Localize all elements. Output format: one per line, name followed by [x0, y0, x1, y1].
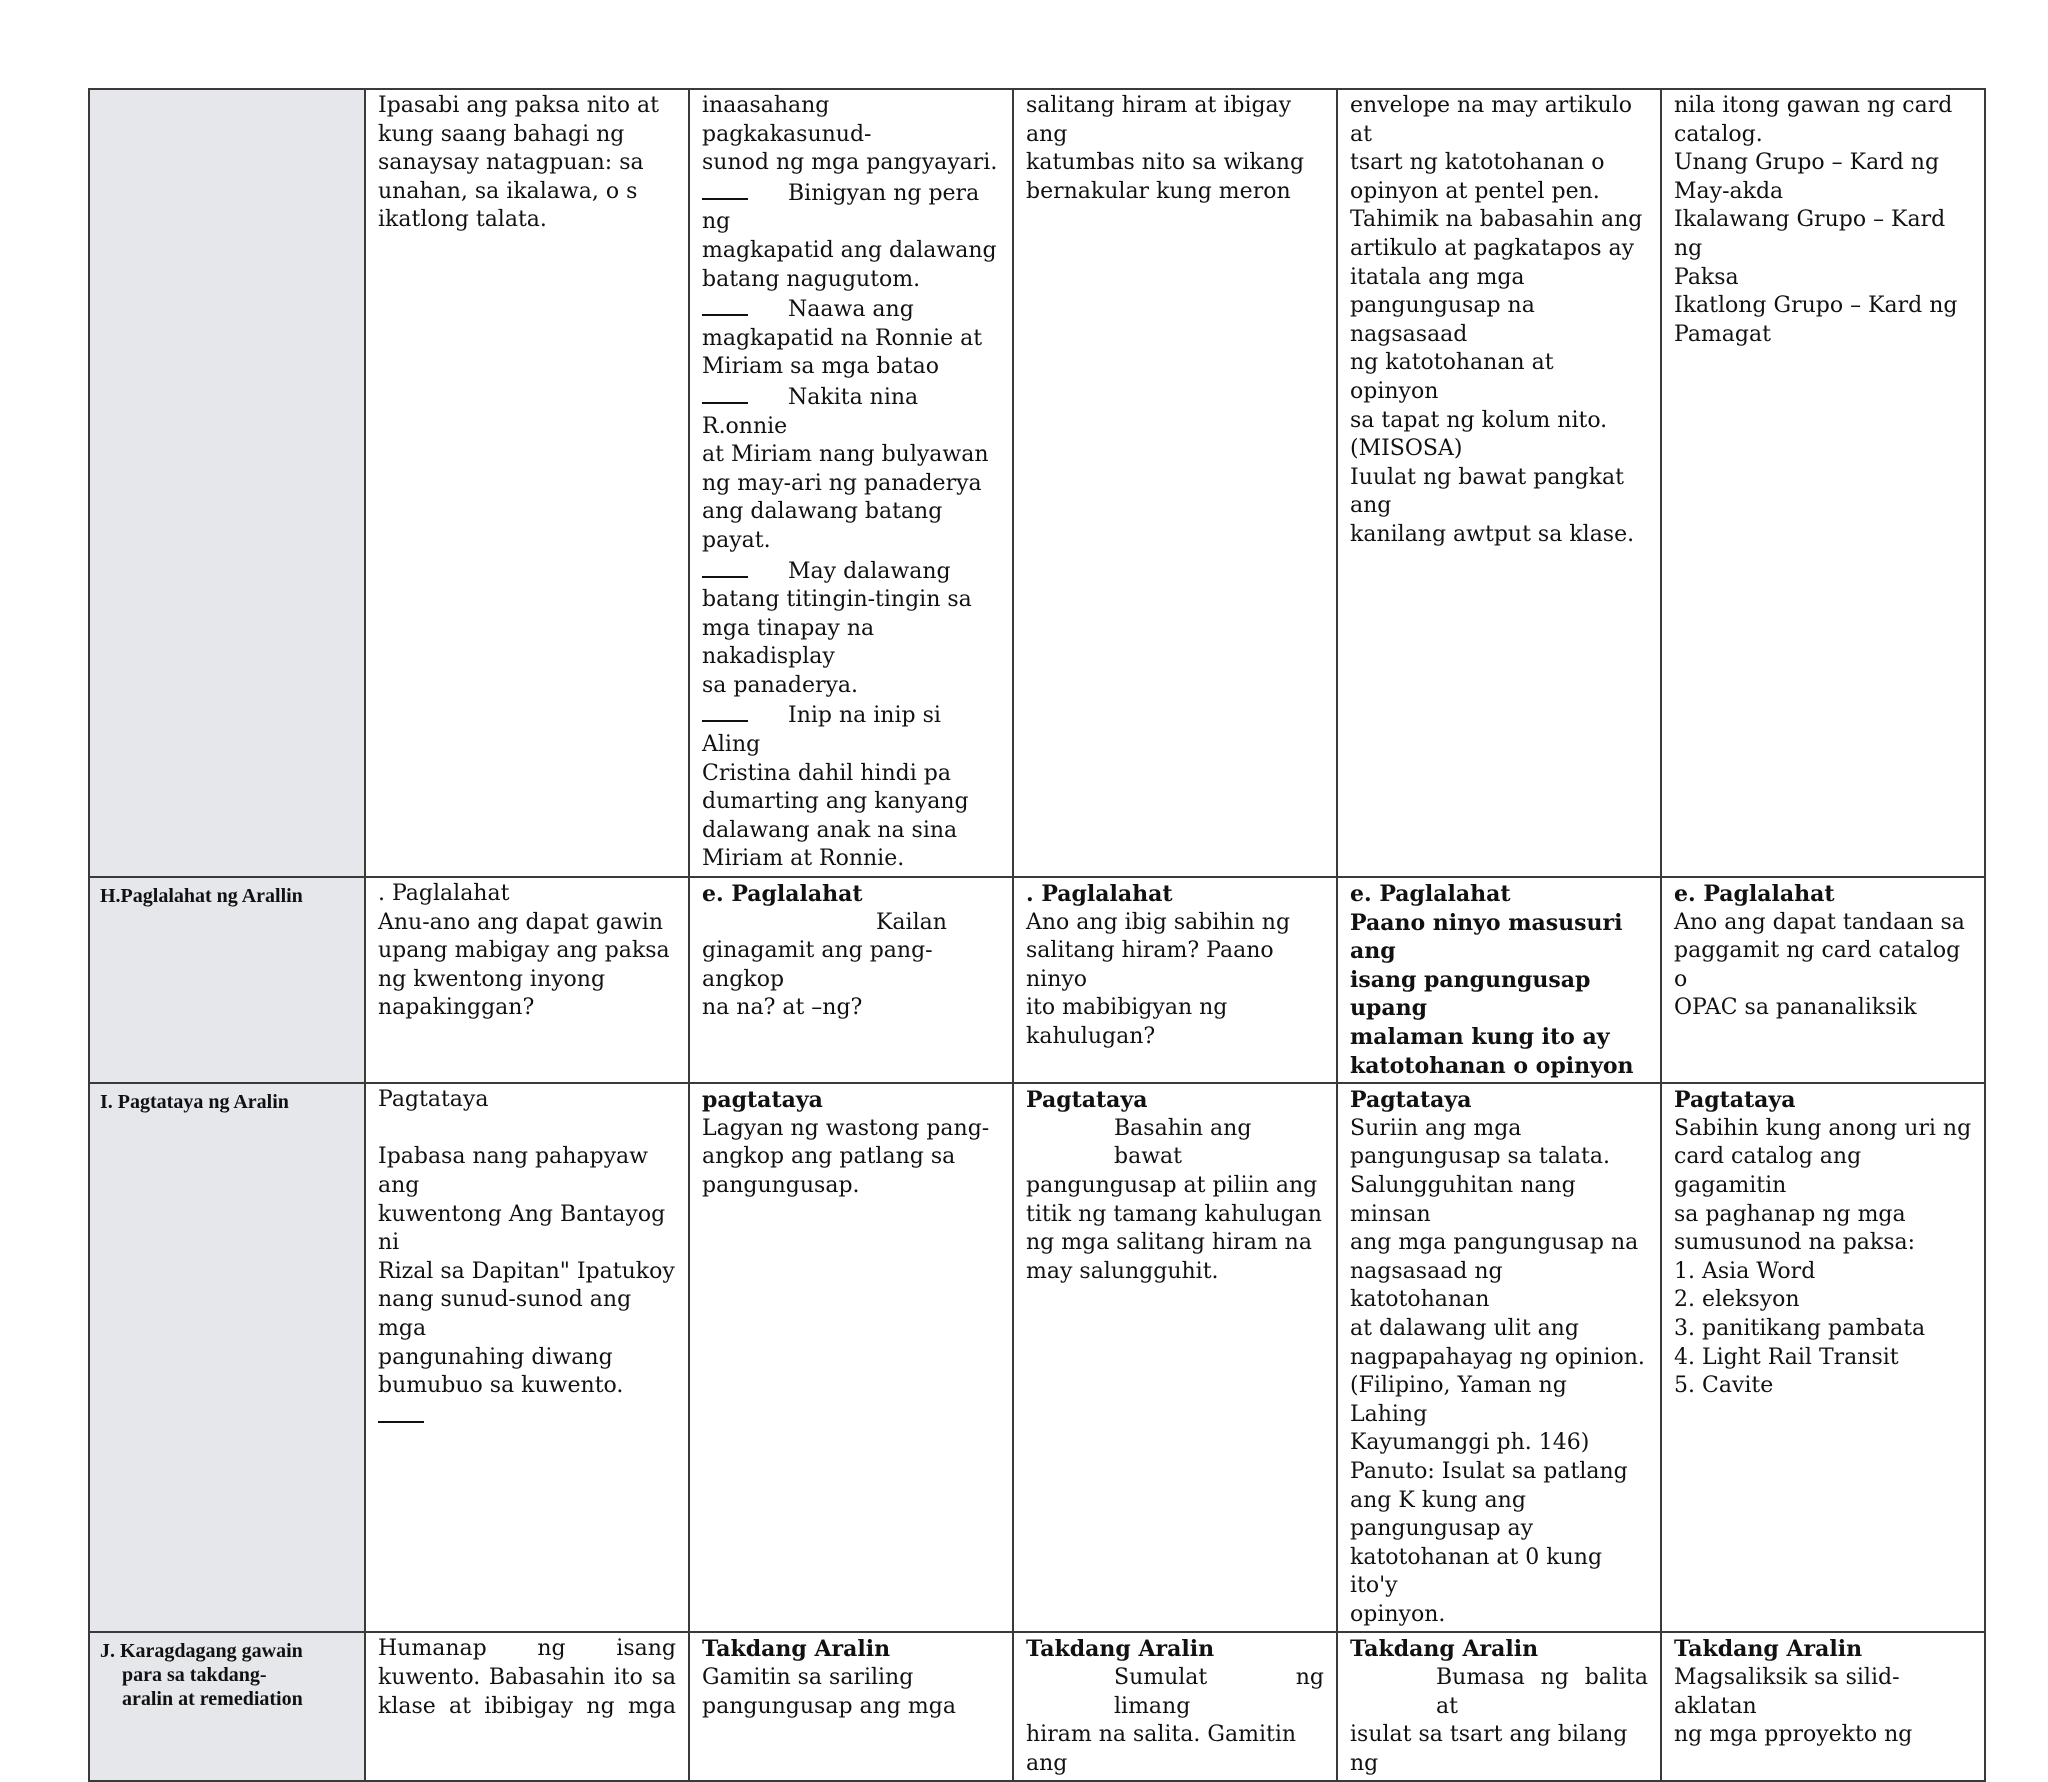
table-row-karagdagang-gawain [89, 1632, 1985, 1781]
answer-blank [702, 294, 748, 316]
answer-blank [702, 178, 748, 200]
cell-pagtataya-day5: Pagtataya Sabihin kung anong uri ng card catalog ang gagamitin sa paghanap ng mga sumusunod na paksa: 1. Asia Word 2. eleksyon 3. panitikang pambata 4. Light Rail Transit 5. Cavite [1661, 1083, 1985, 1632]
answer-blank [702, 700, 748, 722]
cell-continuation-day2: inaasahang pagkakasunud- sunod ng mga pangyayari. Binigyan ng pera ng magkapatid ang dalawang batang nagugutom. Naawa ang magkapatid na Ronnie at Miriam sa mga batao Nakita nina R.onnie at Miriam nang bulyawan ng may-ari ng panaderya ang dalawang batang payat. May dalawang batang titingin-tingin sa mga tinapay na nakadisplay sa panaderya. Inip na inip si Aling Cristina dahil hindi pa dumarting ang kanyang dalawang anak na sina Miriam at Ronnie. [689, 89, 1013, 877]
cell-karagdagang-day5: Takdang Aralin Magsaliksik sa silid-aklatan ng mga pproyekto ng [1661, 1632, 1985, 1781]
row-label-pagtataya: I. Pagtataya ng Aralin [89, 1083, 365, 1632]
cell-continuation-day3: salitang hiram at ibigay ang katumbas nito sa wikang bernakular kung meron [1013, 89, 1337, 877]
cell-karagdagang-day4: Takdang Aralin Bumasa ng balita at isulat sa tsart ang bilang ng [1337, 1632, 1661, 1781]
cell-karagdagang-day2: Takdang Aralin Gamitin sa sariling pangungusap ang mga [689, 1632, 1013, 1781]
cell-pagtataya-day2: pagtataya Lagyan ng wastong pang- angkop ang patlang sa pangungusap. [689, 1083, 1013, 1632]
row-label-paglalahat: H.Paglalahat ng Arallin [89, 877, 365, 1083]
lesson-plan-table [88, 88, 1986, 1782]
cell-pagtataya-day1: Pagtataya Ipabasa nang pahapyaw ang kuwentong Ang Bantayog ni Rizal sa Dapitan" Ipatukoy nang sunud-sunod ang mga pangunahing diwang bumubuo sa kuwento. [365, 1083, 689, 1632]
cell-paglalahat-day5: e. Paglalahat Ano ang dapat tandaan sa paggamit ng card catalog o OPAC sa pananaliksik [1661, 877, 1985, 1083]
cell-paglalahat-day3: . Paglalahat Ano ang ibig sabihin ng salitang hiram? Paano ninyo ito mabibigyan ng kahulugan? [1013, 877, 1337, 1083]
cell-karagdagang-day3: Takdang Aralin Sumulat ng limang hiram na salita. Gamitin ang [1013, 1632, 1337, 1781]
cell-pagtataya-day3: Pagtataya Basahin ang bawat pangungusap at piliin ang titik ng tamang kahulugan ng mga salitang hiram na may salungguhit. [1013, 1083, 1337, 1632]
table-row-pagtataya [89, 1083, 1985, 1632]
answer-blank [702, 382, 748, 404]
cell-paglalahat-day1: . Paglalahat Anu-ano ang dapat gawin upang mabigay ang paksa ng kwentong inyong napakinggan? [365, 877, 689, 1083]
cell-pagtataya-day4: Pagtataya Suriin ang mga pangungusap sa talata. Salungguhitan nang minsan ang mga pangungusap na nagsasaad ng katotohanan at dalawang ulit ang nagpapahayag ng opinion. (Filipino, Yaman ng Lahing Kayumanggi ph. 146) Panuto: Isulat sa patlang ang K kung ang pangungusap ay katotohanan at 0 kung ito'y opinyon. [1337, 1083, 1661, 1632]
cell-continuation-day1: Ipasabi ang paksa nito at kung saang bahagi ng sanaysay natagpuan: sa unahan, sa ikalawa, o s ikatlong talata. [365, 89, 689, 877]
row-label-karagdagang-gawain: J. Karagdagang gawain para sa takdang- aralin at remediation [89, 1632, 365, 1781]
cell-continuation-day4: envelope na may artikulo at tsart ng katotohanan o opinyon at pentel pen. Tahimik na babasahin ang artikulo at pagkatapos ay itatala ang mga pangungusap na nagsasaad ng katotohanan at opinyon sa tapat ng kolum nito. (MISOSA) Iuulat ng bawat pangkat ang kanilang awtput sa klase. [1337, 89, 1661, 877]
cell-continuation-day5: nila itong gawan ng card catalog. Unang Grupo – Kard ng May-akda Ikalawang Grupo – Kard ng Paksa Ikatlong Grupo – Kard ng Pamagat [1661, 89, 1985, 877]
cell-paglalahat-day4: e. Paglalahat Paano ninyo masusuri ang isang pangungusap upang malaman kung ito ay katotohanan o opinyon [1337, 877, 1661, 1083]
answer-blank [378, 1401, 424, 1423]
table-row-continuation [89, 89, 1985, 877]
row-label-empty [89, 89, 365, 877]
cell-karagdagang-day1: Humanap ng isang kuwento. Babasahin ito sa klase at ibibigay ng mga [365, 1632, 689, 1781]
answer-blank [702, 556, 748, 578]
table-row-paglalahat [89, 877, 1985, 1083]
cell-paglalahat-day2: e. Paglalahat Kailan ginagamit ang pang-angkop na na? at –ng? [689, 877, 1013, 1083]
lesson-plan-page [88, 88, 1984, 1782]
